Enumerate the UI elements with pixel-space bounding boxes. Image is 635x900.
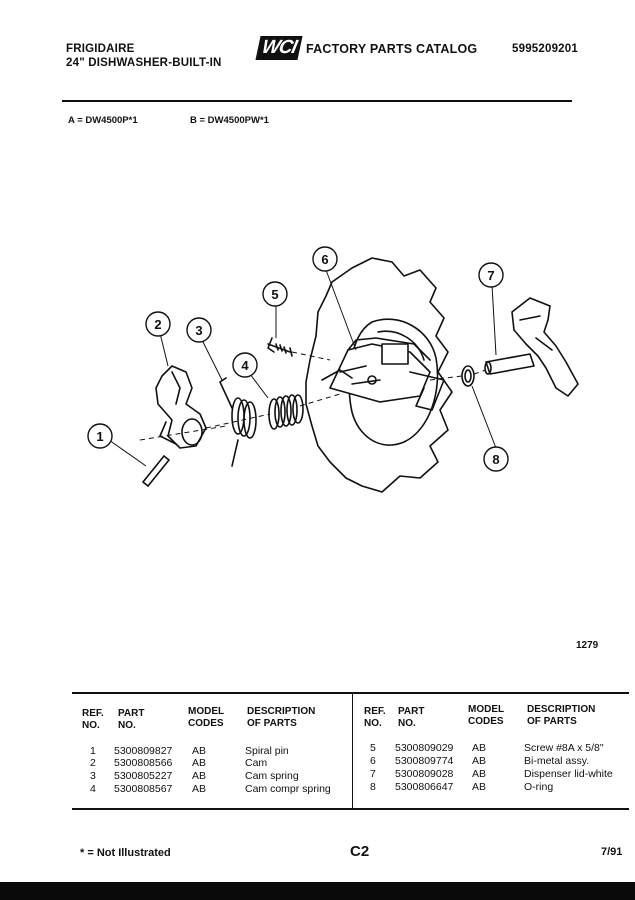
catalog-title: FACTORY PARTS CATALOG	[306, 42, 478, 56]
svg-text:1: 1	[96, 429, 104, 444]
table-bottom-rule	[72, 808, 629, 810]
product-type: 24" DISHWASHER-BUILT-IN	[66, 57, 222, 69]
svg-text:3: 3	[195, 323, 203, 338]
header-ref-no-right: REF. NO.	[364, 706, 386, 729]
model-a: A = DW4500P*1	[68, 115, 138, 126]
figure-number: 1279	[576, 640, 599, 651]
header-description-right: DESCRIPTION OF PARTS	[527, 704, 596, 727]
o-ring	[462, 366, 474, 386]
callout-1	[88, 424, 112, 448]
callout-7	[479, 263, 503, 287]
model-b: B = DW4500PW*1	[190, 115, 269, 126]
not-illustrated-note: * = Not Illustrated	[80, 847, 171, 859]
revision-date: 7/91	[601, 846, 623, 858]
svg-text:2: 2	[154, 317, 162, 332]
header-model-codes-left: MODEL CODES	[188, 706, 225, 729]
callout-8	[484, 447, 508, 471]
screw-part	[268, 338, 292, 356]
callout-6	[313, 247, 337, 271]
svg-text:5: 5	[271, 287, 279, 302]
callout-2	[146, 312, 170, 336]
scan-edge-bar	[0, 882, 635, 900]
table-divider	[352, 694, 353, 808]
callout-3	[187, 318, 211, 342]
header-description-left: DESCRIPTION OF PARTS	[247, 706, 316, 729]
exploded-parts-diagram	[0, 180, 635, 620]
spiral-pin	[143, 456, 169, 486]
svg-text:7: 7	[487, 268, 495, 283]
brand-name: FRIGIDAIRE	[66, 43, 135, 55]
header-part-no-left: PART NO.	[118, 708, 145, 731]
callout-5	[263, 282, 287, 306]
cam-spring	[220, 378, 256, 466]
compression-spring	[269, 395, 303, 429]
header-rule	[62, 100, 572, 102]
catalog-number: 5995209201	[512, 43, 578, 55]
wci-logo: WCI	[255, 36, 302, 60]
svg-text:6: 6	[321, 252, 329, 267]
cam-part	[156, 366, 206, 448]
table-top-rule	[72, 692, 629, 694]
svg-text:8: 8	[492, 452, 500, 467]
callout-4	[233, 353, 257, 377]
page-number: C2	[350, 843, 370, 860]
header-ref-no-left: REF. NO.	[82, 708, 104, 731]
dispenser-lid	[485, 298, 578, 396]
header-part-no-right: PART NO.	[398, 706, 425, 729]
header-model-codes-right: MODEL CODES	[468, 704, 505, 727]
svg-text:4: 4	[241, 358, 249, 373]
